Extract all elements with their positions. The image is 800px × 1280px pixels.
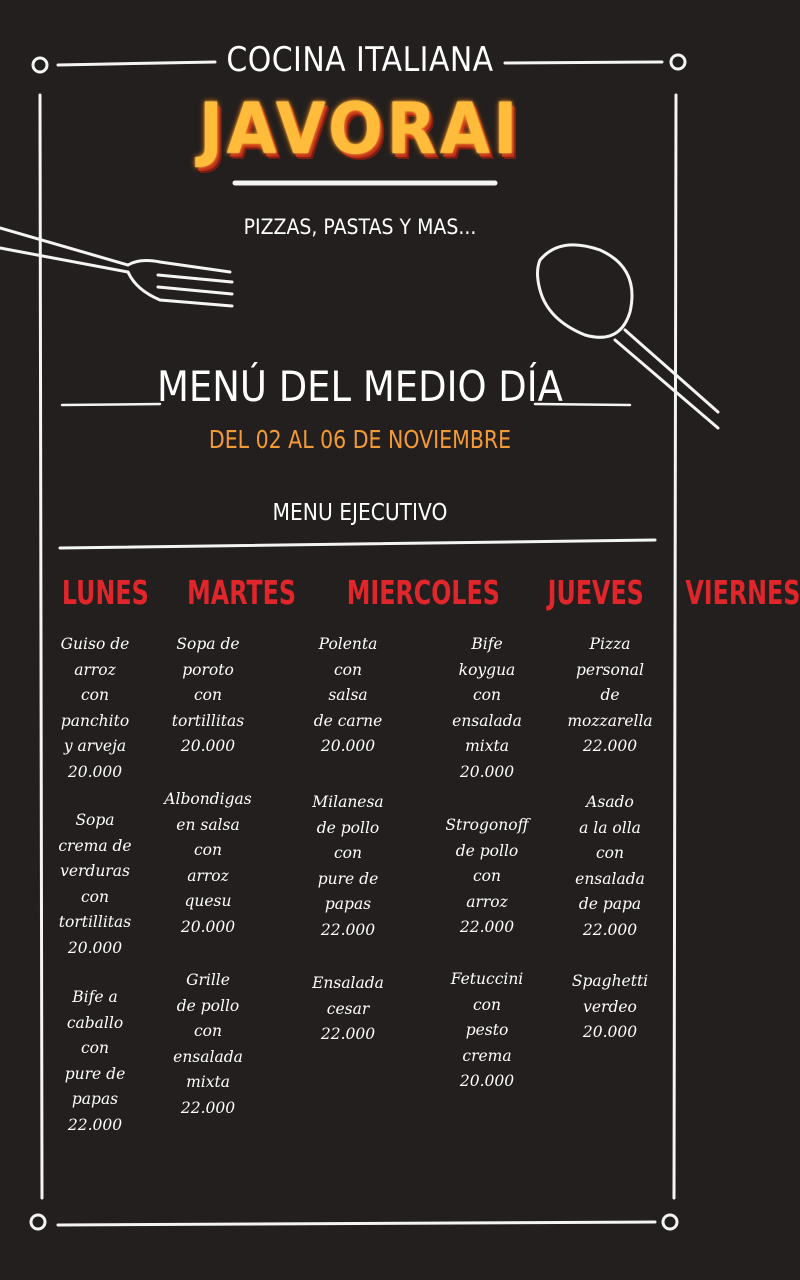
menu-dates: DEL 02 AL 06 DE NOVIEMBRE bbox=[208, 425, 512, 454]
dish-price: 20.000 bbox=[459, 762, 515, 781]
weekday-header-row bbox=[45, 573, 800, 612]
dish-item bbox=[548, 969, 672, 1046]
dish-name: Guiso de arroz con panchito y arveja bbox=[60, 635, 130, 755]
tagline: PIZZAS, PASTAS Y MAS... bbox=[243, 215, 477, 239]
dish-item bbox=[548, 790, 672, 943]
dish-item bbox=[425, 813, 549, 941]
dish-item bbox=[548, 632, 672, 760]
dish-item bbox=[146, 632, 270, 760]
dish-name: Pizza personal de mozzarella bbox=[567, 635, 653, 730]
dish-price: 22.000 bbox=[320, 920, 376, 939]
dish-name: Bife koygua con ensalada mixta bbox=[452, 635, 522, 755]
dish-item bbox=[33, 632, 157, 785]
dish-price: 22.000 bbox=[582, 920, 638, 939]
dish-name: Grille de pollo con ensalada mixta bbox=[173, 971, 243, 1091]
day-label: VIERNES bbox=[685, 573, 800, 612]
dish-name: Polenta con salsa de carne bbox=[313, 635, 383, 730]
dish-price: 22.000 bbox=[180, 1098, 236, 1117]
dish-name: Ensalada cesar bbox=[312, 974, 384, 1018]
dish-name: Asado a la olla con ensalada de papa bbox=[575, 793, 645, 913]
dish-name: Strogonoff de pollo con arroz bbox=[445, 816, 529, 911]
dish-price: 20.000 bbox=[320, 737, 376, 755]
dish-item bbox=[146, 787, 270, 940]
dish-price: 22.000 bbox=[582, 737, 638, 755]
dish-price: 22.000 bbox=[320, 1025, 376, 1043]
dish-item bbox=[425, 632, 549, 785]
fork-icon bbox=[0, 228, 232, 306]
dish-item bbox=[286, 971, 410, 1048]
dish-price: 20.000 bbox=[67, 938, 123, 957]
dish-name: Spaghetti verdeo bbox=[571, 972, 649, 1016]
dish-item bbox=[146, 968, 270, 1121]
brand-logo: JAVORAI bbox=[198, 88, 522, 170]
dish-name: Fetuccini con pesto crema bbox=[450, 970, 524, 1065]
dish-price: 20.000 bbox=[459, 1072, 515, 1090]
dish-price: 20.000 bbox=[582, 1023, 638, 1041]
dish-item bbox=[33, 808, 157, 961]
dish-name: Bife a caballo con pure de papas bbox=[64, 988, 126, 1108]
dish-item bbox=[33, 985, 157, 1138]
dish-price: 20.000 bbox=[180, 917, 236, 936]
restaurant-category: COCINA ITALIANA bbox=[226, 40, 494, 80]
day-label: JUEVES bbox=[548, 573, 645, 612]
day-label: LUNES bbox=[61, 573, 149, 612]
dish-price: 22.000 bbox=[67, 1115, 123, 1134]
dish-price: 22.000 bbox=[459, 918, 515, 936]
menu-title: MENÚ DEL MEDIO DÍA bbox=[157, 362, 563, 411]
dish-name: Milanesa de pollo con pure de papas bbox=[312, 793, 384, 913]
dish-name: Sopa crema de verduras con tortillitas bbox=[58, 811, 132, 931]
dish-name: Albondigas en salsa con arroz quesu bbox=[164, 790, 252, 910]
menu-section-title: MENU EJECUTIVO bbox=[272, 500, 448, 526]
day-label: MIERCOLES bbox=[346, 573, 500, 612]
dish-item bbox=[425, 967, 549, 1095]
dish-price: 20.000 bbox=[180, 737, 236, 755]
dish-price: 20.000 bbox=[67, 762, 123, 781]
dish-name: Sopa de poroto con tortillitas bbox=[171, 635, 245, 730]
dish-item bbox=[286, 632, 410, 760]
day-label: MARTES bbox=[186, 573, 296, 612]
dish-item bbox=[286, 790, 410, 943]
